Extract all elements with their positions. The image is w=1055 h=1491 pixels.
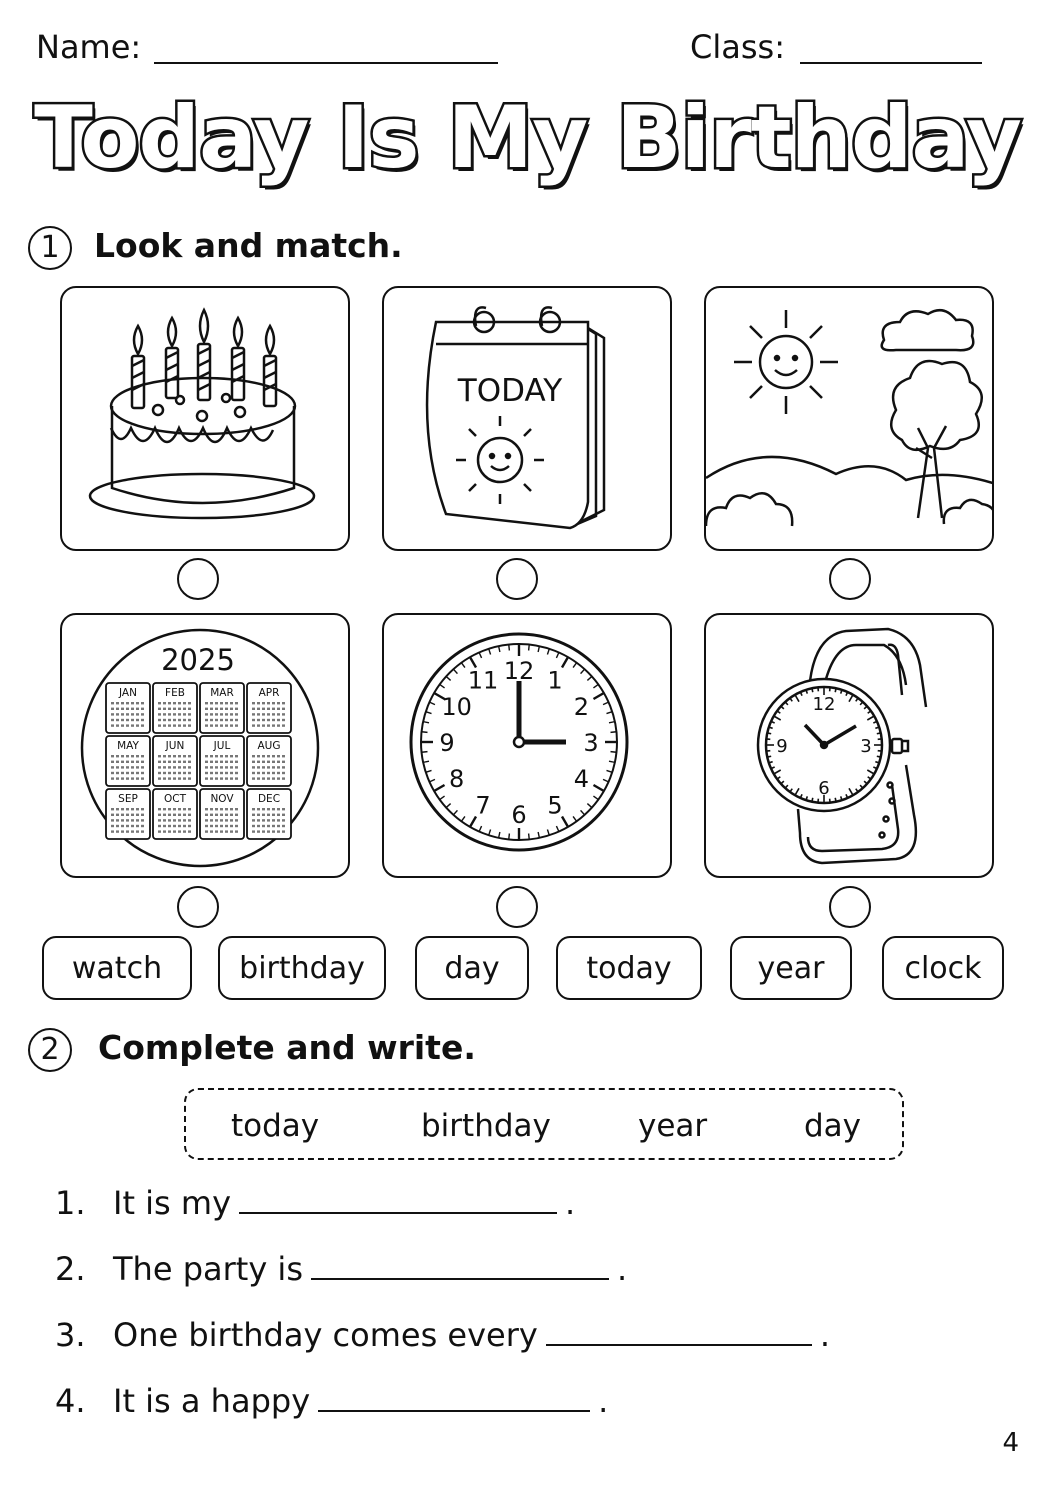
match-circle-3[interactable]: [829, 558, 871, 600]
clock-number: 4: [573, 765, 589, 793]
month-label: DEC: [257, 793, 281, 805]
calendar-today-text: TODAY: [457, 373, 563, 409]
watch-number: 12: [812, 694, 836, 715]
sentence-text: It is my: [113, 1184, 231, 1222]
section-1-title: Look and match.: [94, 226, 403, 265]
clock-number: 12: [503, 657, 535, 685]
answer-blank-1[interactable]: [239, 1182, 557, 1214]
clock-number: 10: [441, 693, 472, 721]
picture-card-cake: [60, 286, 350, 551]
sentence-number: 3.: [55, 1316, 86, 1354]
clock-number: 1: [547, 666, 563, 695]
match-circle-6[interactable]: [829, 886, 871, 928]
match-circle-2[interactable]: [496, 558, 538, 600]
month-label: AUG: [257, 740, 281, 752]
sentence-1: [55, 1182, 575, 1222]
clock-number: 2: [573, 693, 589, 721]
word-day[interactable]: day: [415, 936, 529, 1000]
sunny-landscape-icon: [706, 288, 994, 551]
word-clock[interactable]: clock: [882, 936, 1004, 1000]
class-label: Class:: [690, 28, 785, 66]
month-label: JAN: [119, 687, 137, 699]
bank-word-year: year: [638, 1108, 708, 1144]
section-1-number: 1: [28, 226, 72, 270]
month-label: JUL: [213, 740, 231, 752]
page-title: Today Is My Birthday: [34, 88, 1021, 188]
sentence-text: It is a happy: [113, 1382, 311, 1420]
sentence-end: .: [598, 1382, 609, 1420]
month-label: FEB: [165, 687, 185, 699]
clock-number: 8: [449, 765, 465, 793]
sentence-3: [55, 1314, 830, 1354]
sentence-end: .: [819, 1316, 830, 1354]
watch-number: 9: [776, 736, 788, 757]
wristwatch-icon: [706, 615, 994, 878]
sentence-text: The party is: [113, 1250, 303, 1288]
month-label: SEP: [118, 793, 138, 805]
word-year[interactable]: year: [730, 936, 852, 1000]
month-label: MAY: [117, 740, 139, 752]
word-birthday[interactable]: birthday: [218, 936, 386, 1000]
class-blank[interactable]: [800, 62, 982, 64]
watch-number: 6: [818, 778, 830, 799]
sentence-end: .: [565, 1184, 576, 1222]
picture-card-clock: [382, 613, 672, 878]
picture-card-year-calendar: [60, 613, 350, 878]
answer-blank-3[interactable]: [546, 1314, 812, 1346]
sentence-number: 2.: [55, 1250, 86, 1288]
word-today[interactable]: today: [556, 936, 702, 1000]
name-label: Name:: [36, 28, 142, 66]
bank-word-today: today: [231, 1108, 320, 1144]
clock-number: 5: [547, 791, 563, 820]
bank-word-birthday: birthday: [421, 1108, 551, 1144]
clock-number: 6: [511, 801, 527, 829]
answer-blank-2[interactable]: [311, 1248, 609, 1280]
clock-number: 3: [583, 729, 599, 757]
year-calendar-icon: [62, 615, 350, 878]
match-circle-1[interactable]: [177, 558, 219, 600]
match-circle-5[interactable]: [496, 886, 538, 928]
picture-card-today-calendar: [382, 286, 672, 551]
sentence-4: [55, 1380, 608, 1420]
month-label: NOV: [210, 793, 234, 805]
clock-number: 9: [439, 729, 455, 757]
month-label: MAR: [210, 687, 234, 699]
watch-number: 3: [860, 736, 872, 757]
clock-number: 7: [475, 791, 491, 820]
section-2-number: 2: [28, 1028, 72, 1072]
month-label: APR: [258, 687, 280, 699]
sentence-number: 1.: [55, 1184, 86, 1222]
bank-word-day: day: [804, 1108, 862, 1144]
watch-minute-hand: [824, 726, 856, 745]
sentence-number: 4.: [55, 1382, 86, 1420]
calendar-year-text: 2025: [161, 643, 235, 677]
page-number: 4: [1002, 1428, 1019, 1458]
answer-blank-4[interactable]: [318, 1380, 590, 1412]
sentence-end: .: [616, 1250, 628, 1288]
month-label: JUN: [165, 740, 185, 752]
wall-clock-icon: [384, 615, 672, 878]
sentence-text: One birthday comes every: [113, 1316, 538, 1354]
picture-card-watch: [704, 613, 994, 878]
sentence-2: [55, 1248, 627, 1288]
month-label: OCT: [163, 793, 187, 805]
match-circle-4[interactable]: [177, 886, 219, 928]
name-blank[interactable]: [154, 62, 498, 64]
tear-off-calendar-icon: [384, 288, 672, 551]
section-2-title: Complete and write.: [98, 1028, 476, 1067]
picture-card-landscape: [704, 286, 994, 551]
clock-number: 11: [467, 666, 499, 695]
birthday-cake-icon: [62, 288, 350, 551]
word-watch[interactable]: watch: [42, 936, 192, 1000]
